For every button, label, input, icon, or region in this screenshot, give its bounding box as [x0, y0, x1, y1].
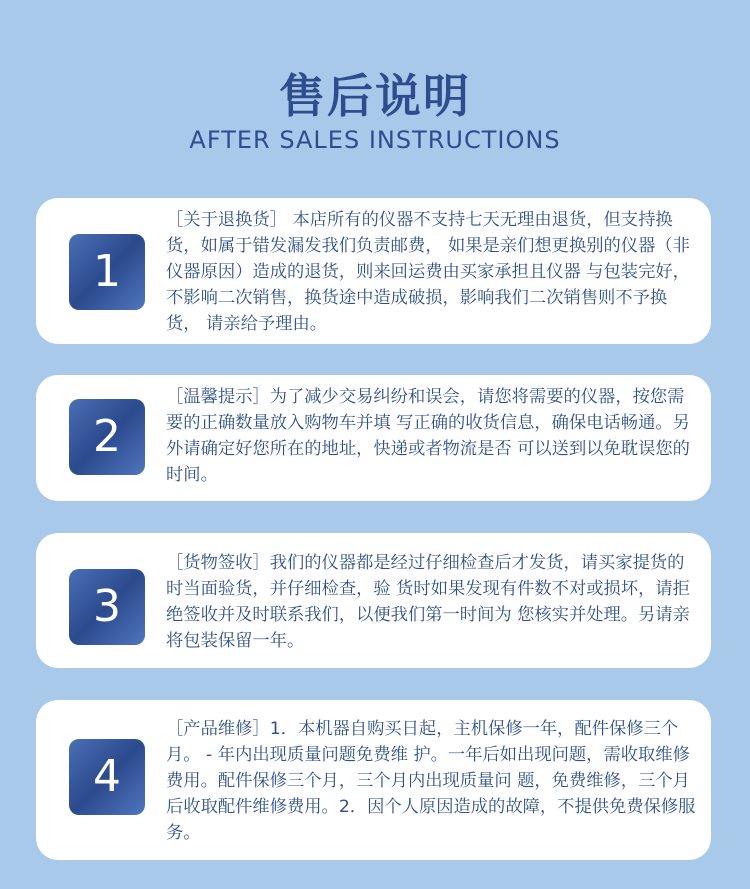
step-number-badge: 4 — [69, 739, 145, 815]
product-repair-text: ［产品维修］1．本机器自购买日起，主机保修一年，配件保修三个月。 - 年内出现质量问题免费维 护。一年后如出现问题，需收取维修费用。配件保修三个月，三个月内出现质量问 题，免费维修，三个月后收取配件维修费用。2．因个人原因造成的故障，不提供免费保修服务。 — [166, 719, 696, 843]
product-repair-card — [36, 700, 711, 860]
goods-receipt-text: ［货物签收］我们的仪器都是经过仔细检查后才发货，请买家提货的时当面验货，并仔细检查，验 货时如果发现有件数不对或损坏，请拒绝签收并及时联系我们，以便我们第一时间为 您核实并处理。另请亲将包装保留一年。 — [166, 553, 690, 651]
return-exchange-text: ［关于退换货］ 本店所有的仪器不支持七天无理由退货，但支持换货，如属于错发漏发我们负责邮费， 如果是亲们想更换别的仪器（非仪器原因）造成的退货，则来回运费由买家承担且仪器 与包装完好，不影响二次销售，换货途中造成破损，影响我们二次销售则不予换货， 请亲给予理由。 — [166, 210, 690, 334]
step-number-badge: 3 — [69, 569, 145, 645]
page-title: 售后说明 — [279, 69, 471, 123]
page-subtitle: AFTER SALES INSTRUCTIONS — [189, 126, 561, 154]
return-exchange-card — [36, 198, 711, 344]
reminder-card — [36, 375, 711, 501]
step-number-badge: 2 — [69, 399, 145, 475]
step-number-badge: 1 — [69, 234, 145, 310]
goods-receipt-card — [36, 533, 711, 668]
reminder-text: ［温馨提示］为了减少交易纠纷和误会，请您将需要的仪器，按您需要的正确数量放入购物车并填 写正确的收货信息，确保电话畅通。另外请确定好您所在的地址，快递或者物流是否 可以送到以免耽误您的时间。 — [166, 387, 690, 485]
